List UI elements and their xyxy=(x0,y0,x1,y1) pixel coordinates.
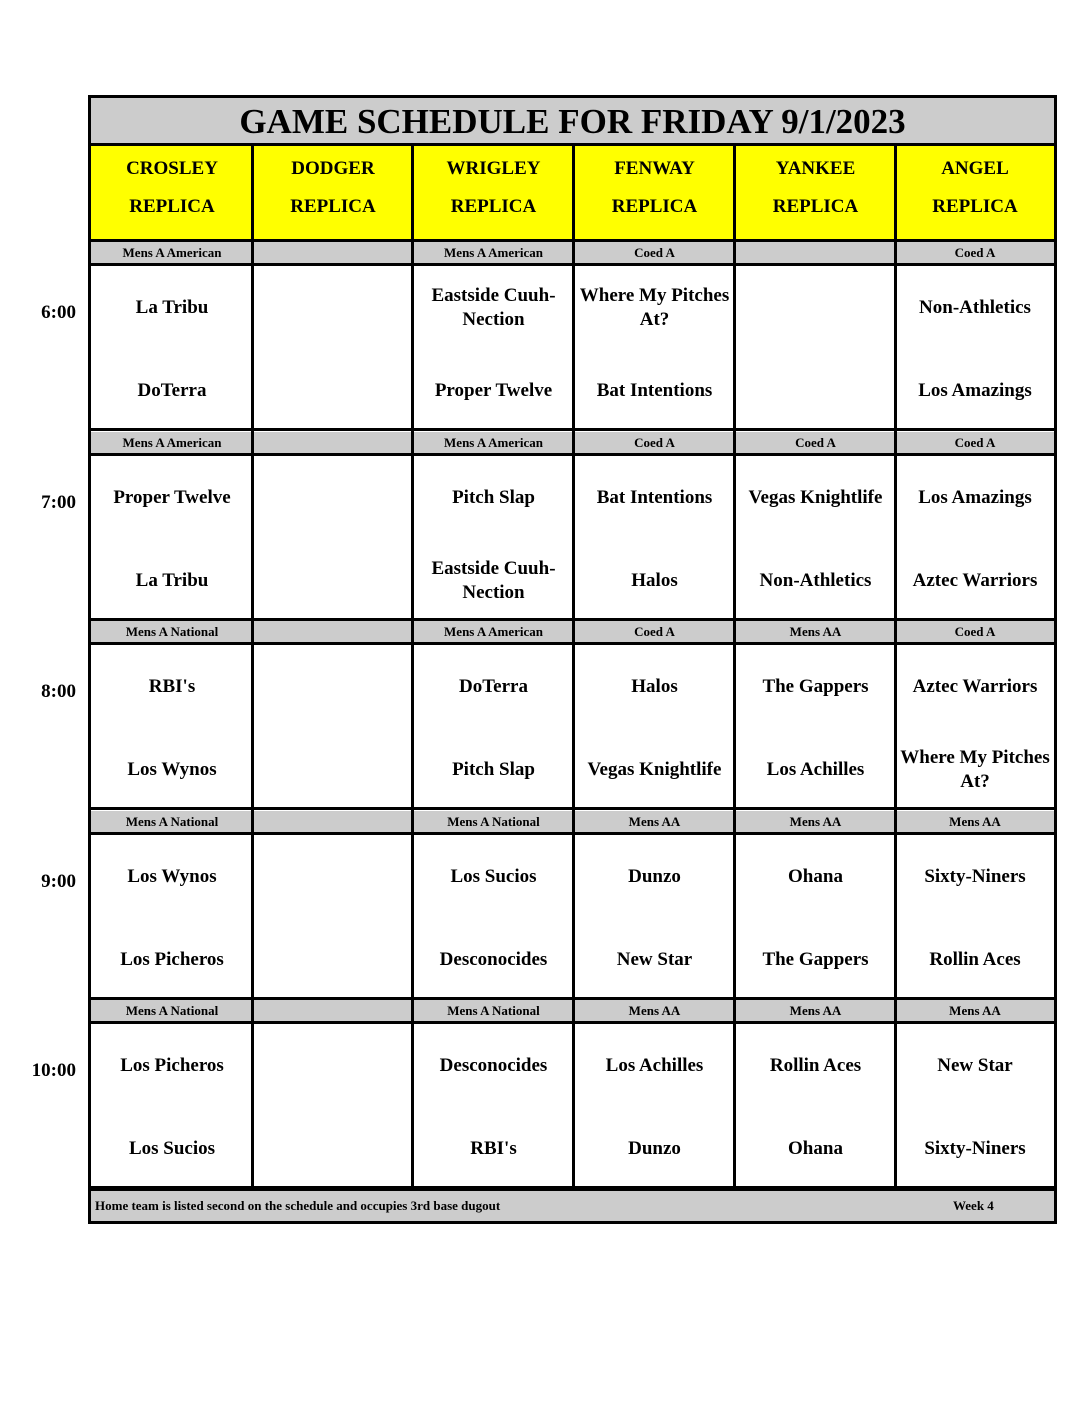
division-label: Coed A xyxy=(574,621,735,645)
home-team: Los Sucios xyxy=(128,1138,216,1159)
home-team: The Gappers xyxy=(762,949,869,970)
field-sub: REPLICA xyxy=(611,196,698,217)
division-label: Mens A American xyxy=(413,432,574,456)
away-team: Vegas Knightlife xyxy=(748,487,883,508)
time-label: 7:00 xyxy=(41,492,76,513)
division-label: Mens A American xyxy=(413,621,574,645)
field-name: DODGER xyxy=(291,158,375,179)
division-label: Coed A xyxy=(735,432,896,456)
away-team: Los Wynos xyxy=(127,866,217,887)
away-team xyxy=(735,280,896,336)
time-label: 10:00 xyxy=(31,1060,76,1081)
away-team: Where My Pitches At? xyxy=(579,285,730,330)
home-team: Vegas Knightlife xyxy=(587,759,722,780)
home-team: Los Wynos xyxy=(127,759,217,780)
field-name: WRIGLEY xyxy=(446,158,541,179)
division-label: Coed A xyxy=(896,242,1054,266)
away-team: Non-Athletics xyxy=(919,297,1031,318)
field-header-wrigley xyxy=(413,146,574,242)
division-label xyxy=(253,1000,413,1024)
away-team: Dunzo xyxy=(628,866,681,887)
away-team: Bat Intentions xyxy=(596,487,713,508)
division-label xyxy=(253,242,413,266)
division-label: Mens A American xyxy=(413,242,574,266)
division-label: Mens A National xyxy=(413,811,574,835)
field-name: ANGEL xyxy=(941,158,1009,179)
away-team: Los Amazings xyxy=(918,487,1032,508)
field-name: FENWAY xyxy=(614,158,695,179)
home-team: Eastside Cuuh-Nection xyxy=(431,558,556,603)
division-label: Mens A American xyxy=(91,432,253,456)
field-sub: REPLICA xyxy=(129,196,215,217)
away-team: Los Picheros xyxy=(120,1055,224,1076)
away-team: Pitch Slap xyxy=(452,487,535,508)
column-divider xyxy=(411,146,414,1191)
home-team: Desconocides xyxy=(439,949,548,970)
home-team: RBI's xyxy=(470,1138,517,1159)
field-name: CROSLEY xyxy=(126,158,218,179)
division-label xyxy=(735,242,896,266)
field-header-dodger xyxy=(253,146,413,242)
home-team: Where My Pitches At? xyxy=(900,747,1050,792)
field-header-fenway xyxy=(574,146,735,242)
home-team: La Tribu xyxy=(135,570,209,591)
home-team: Halos xyxy=(631,570,678,591)
home-team: Non-Athletics xyxy=(759,570,872,591)
footer-bar xyxy=(91,1191,1054,1221)
division-label: Mens A National xyxy=(91,811,253,835)
division-label: Mens AA xyxy=(574,1000,735,1024)
away-team xyxy=(253,849,413,905)
field-sub: REPLICA xyxy=(450,196,537,217)
field-sub: REPLICA xyxy=(772,196,859,217)
division-label: Mens A National xyxy=(91,1000,253,1024)
away-team: DoTerra xyxy=(459,676,528,697)
away-team xyxy=(253,659,413,715)
away-team: The Gappers xyxy=(762,676,869,697)
home-team: New Star xyxy=(616,949,693,970)
away-team: Halos xyxy=(631,676,678,697)
home-team: Proper Twelve xyxy=(434,380,553,401)
home-team xyxy=(253,1121,413,1177)
division-label: Mens AA xyxy=(896,811,1054,835)
column-divider xyxy=(733,146,736,1191)
home-team: Aztec Warriors xyxy=(912,570,1038,591)
footer-note: Home team is listed second on the schedule and occupies 3rd base dugout xyxy=(95,1198,501,1213)
away-team: Aztec Warriors xyxy=(912,676,1038,697)
time-label: 8:00 xyxy=(41,681,76,702)
away-team: Desconocides xyxy=(439,1055,548,1076)
away-team xyxy=(253,470,413,526)
division-label: Mens A National xyxy=(413,1000,574,1024)
division-label: Coed A xyxy=(574,242,735,266)
division-label: Coed A xyxy=(574,432,735,456)
division-label: Coed A xyxy=(896,432,1054,456)
away-team: RBI's xyxy=(148,676,196,697)
field-header-crosley xyxy=(91,146,253,242)
division-label: Coed A xyxy=(896,621,1054,645)
away-team: Rollin Aces xyxy=(769,1055,862,1076)
home-team xyxy=(253,553,413,609)
away-team: La Tribu xyxy=(135,297,209,318)
home-team xyxy=(735,363,896,419)
away-team: Los Achilles xyxy=(605,1055,704,1076)
page-title: GAME SCHEDULE FOR FRIDAY 9/1/2023 xyxy=(91,98,1054,146)
away-team xyxy=(253,1038,413,1094)
column-divider xyxy=(572,146,575,1191)
home-team xyxy=(253,932,413,988)
home-team: Dunzo xyxy=(628,1138,681,1159)
field-sub: REPLICA xyxy=(290,196,376,217)
division-label xyxy=(253,811,413,835)
schedule-table xyxy=(88,95,1057,1224)
home-team: DoTerra xyxy=(137,380,207,401)
time-label: 6:00 xyxy=(41,302,76,323)
division-label: Mens AA xyxy=(735,621,896,645)
home-team: Los Achilles xyxy=(766,759,865,780)
home-team: Ohana xyxy=(788,1138,843,1159)
field-name: YANKEE xyxy=(775,158,856,179)
away-team: Los Sucios xyxy=(450,866,537,887)
column-divider xyxy=(251,146,254,1191)
division-label xyxy=(253,432,413,456)
home-team: Rollin Aces xyxy=(929,949,1021,970)
home-team: Los Picheros xyxy=(120,949,224,970)
away-team: Sixty-Niners xyxy=(924,866,1026,887)
away-team: Eastside Cuuh-Nection xyxy=(431,285,556,330)
field-sub: REPLICA xyxy=(932,196,1018,217)
column-divider xyxy=(894,146,897,1191)
away-team: New Star xyxy=(937,1055,1013,1076)
division-label: Mens AA xyxy=(735,1000,896,1024)
home-team xyxy=(253,742,413,798)
time-label: 9:00 xyxy=(41,871,76,892)
home-team: Los Amazings xyxy=(918,380,1032,401)
field-header-angel xyxy=(896,146,1054,242)
home-team: Pitch Slap xyxy=(452,759,535,780)
division-label: Mens AA xyxy=(735,811,896,835)
division-label: Mens AA xyxy=(896,1000,1054,1024)
division-label: Mens A National xyxy=(91,621,253,645)
division-label: Mens AA xyxy=(574,811,735,835)
division-label: Mens A American xyxy=(91,242,253,266)
away-team xyxy=(253,280,413,336)
home-team: Bat Intentions xyxy=(596,380,713,401)
field-header-yankee xyxy=(735,146,896,242)
home-team xyxy=(253,363,413,419)
home-team: Sixty-Niners xyxy=(924,1138,1026,1159)
away-team: Ohana xyxy=(788,866,843,887)
away-team: Proper Twelve xyxy=(113,487,231,508)
week-label: Week 4 xyxy=(953,1198,994,1213)
division-label xyxy=(253,621,413,645)
